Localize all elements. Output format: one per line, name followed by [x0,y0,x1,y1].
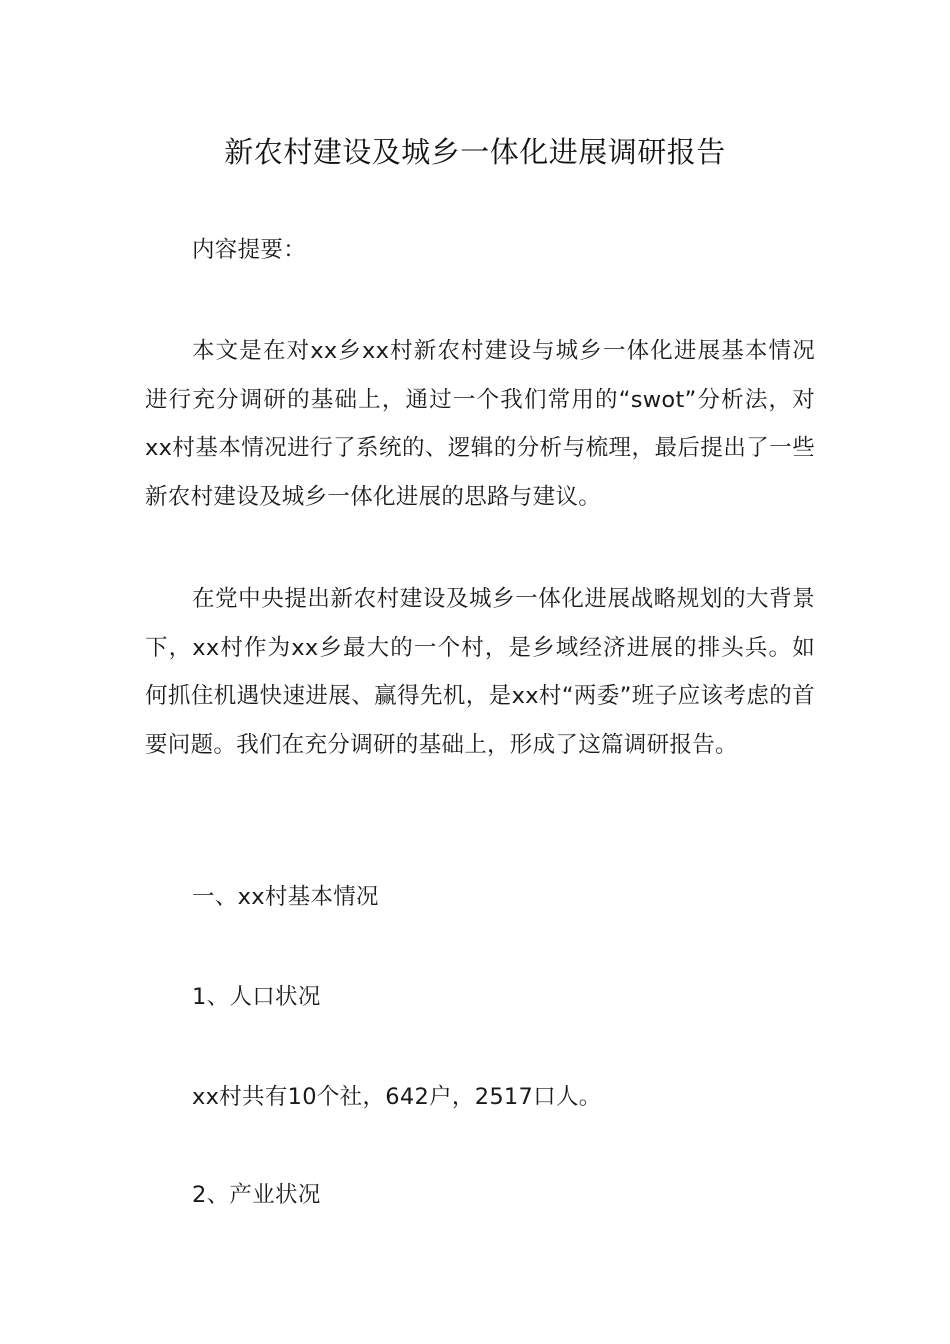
population-paragraph: xx村共有10个社，642户，2517口人。 [192,1084,602,1110]
subsection-heading-population: 1、人口状况 [192,984,321,1010]
subsection-heading-industry: 2、产业状况 [192,1182,321,1208]
section-heading: 一、xx村基本情况 [192,884,379,910]
background-paragraph: 在党中央提出新农村建设及城乡一体化进展战略规划的大背景下，xx村作为xx乡最大的一个村，是乡域经济进展的排头兵。如何抓住机遇快速进展、赢得先机，是xx村“两委”班子应该考虑的首要问题。我们在充分调研的基础上，形成了这篇调研报告。 [145,586,815,758]
abstract-label: 内容提要： [192,237,307,263]
abstract-paragraph: 本文是在对xx乡xx村新农村建设与城乡一体化进展基本情况进行充分调研的基础上，通过一个我们常用的“swot”分析法，对xx村基本情况进行了系统的、逻辑的分析与梳理，最后提出了一些新农村建设及城乡一体化进展的思路与建议。 [145,338,815,510]
document-title: 新农村建设及城乡一体化进展调研报告 [224,135,726,169]
